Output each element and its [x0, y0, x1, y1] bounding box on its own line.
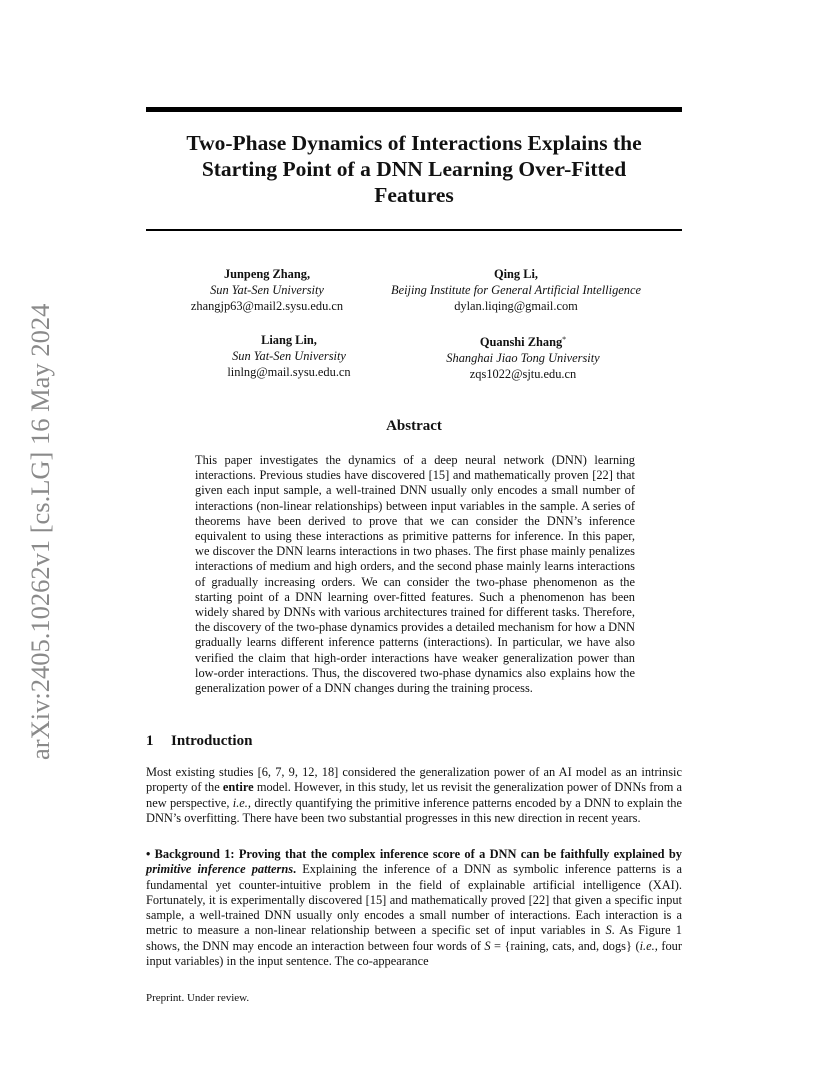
abstract-heading: Abstract: [386, 418, 442, 434]
author-name: Quanshi Zhang*: [479, 335, 567, 349]
author-block-3: [204, 332, 374, 380]
section-heading-introduction: [146, 731, 682, 751]
author-name: Qing Li,: [493, 267, 539, 281]
title-top-rule: [146, 107, 682, 112]
abstract-body: This paper investigates the dynamics of a deep neural network (DNN) learning interactions. Previous studies have discovered [15] and mathematically proven [22] that given each input sample, a well-trained DNN usually only encodes a small number of interactions (non-linear relationships) between input variables in the sample. A series of theorems have been derived to prove that we can consider the DNN’s inference equivalent to using these interactions as primitive patterns for inference. In this paper, we discover the DNN learns interactions in two phases. The first phase mainly penalizes interactions of medium and high orders, and the second phase mainly learns interactions of gradually increasing orders. We can consider the two-phase phenomenon as the starting point of a DNN learning over-fitted features. Such a phenomenon has been widely shared by DNNs with various architectures trained for different tasks. Therefore, the discovery of the two-phase dynamics provides a detailed mechanism for how a DNN gradually learns different inference patterns (interactions). In particular, we have also verified the claim that high-order interactions have weaker generalization power than low-order interactions. Thus, the discovered two-phase dynamics also explains how the generalization power of a DNN changes during the training process.: [195, 453, 635, 696]
intro-paragraph-background-1: • Background 1: Proving that the complex inference score of a DNN can be faithfully explained by primitive inference patterns. Explaining the inference of a DNN as symbolic inference patterns is a fundamental yet counter-intuitive problem in the field of explainable artificial intelligence (XAI). Fortunately, it is experimentally discovered [15] and mathematically proved [22] that given a specific input sample, a well-trained DNN usually only encodes a small number of interactions. Each interaction is a metric to measure a non-linear relationship between a specific set of input variables in S. As Figure 1 shows, the DNN may encode an interaction between four words of S = {raining, cats, and, dogs} (i.e., four input variables) in the input sentence. The co-appearance: [146, 847, 683, 969]
title-line-1: Two-Phase Dynamics of Interactions Explains the: [186, 131, 642, 155]
intro-paragraph-1: Most existing studies [6, 7, 9, 12, 18] considered the generalization power of an AI model as an intrinsic property of the entire model. However, in this study, let us revisit the generalization power of DNNs from a new perspective, i.e., directly quantifying the primitive inference patterns encoded by a DNN to explain the DNN’s overfitting. There have been two substantial progresses in this new direction in recent years.: [146, 765, 682, 825]
author-email: zqs1022@sjtu.edu.cn: [469, 367, 577, 381]
author-email: dylan.liqing@gmail.com: [454, 299, 578, 313]
background-1-heading: • Background 1: Proving that the complex inference score of a DNN can be faithfully explained by primitive inference patterns.: [146, 847, 682, 877]
corresponding-author-mark: *: [562, 335, 567, 344]
section-number: 1: [146, 733, 154, 749]
title-bottom-rule: [146, 229, 682, 231]
author-block-1: [162, 266, 372, 314]
author-name: Junpeng Zhang,: [223, 267, 311, 281]
preprint-footer: Preprint. Under review.: [146, 992, 250, 1004]
author-block-2: [366, 266, 666, 314]
author-email: zhangjp63@mail2.sysu.edu.cn: [190, 299, 344, 313]
author-block-4: [418, 332, 628, 382]
section-title: Introduction: [171, 733, 253, 749]
paper-title: [146, 130, 682, 208]
title-line-2: Starting Point of a DNN Learning Over-Fitted: [201, 157, 627, 181]
author-name: Liang Lin,: [261, 333, 317, 347]
arxiv-identifier-watermark: arXiv:2405.10262v1 [cs.LG] 16 May 2024: [25, 303, 55, 760]
author-affiliation: Beijing Institute for General Artificial Intelligence: [391, 283, 641, 297]
author-email: linlng@mail.sysu.edu.cn: [227, 365, 351, 379]
title-line-3: Features: [374, 183, 454, 207]
author-affiliation: Shanghai Jiao Tong University: [446, 351, 600, 365]
author-affiliation: Sun Yat-Sen University: [232, 349, 346, 363]
author-affiliation: Sun Yat-Sen University: [210, 283, 324, 297]
